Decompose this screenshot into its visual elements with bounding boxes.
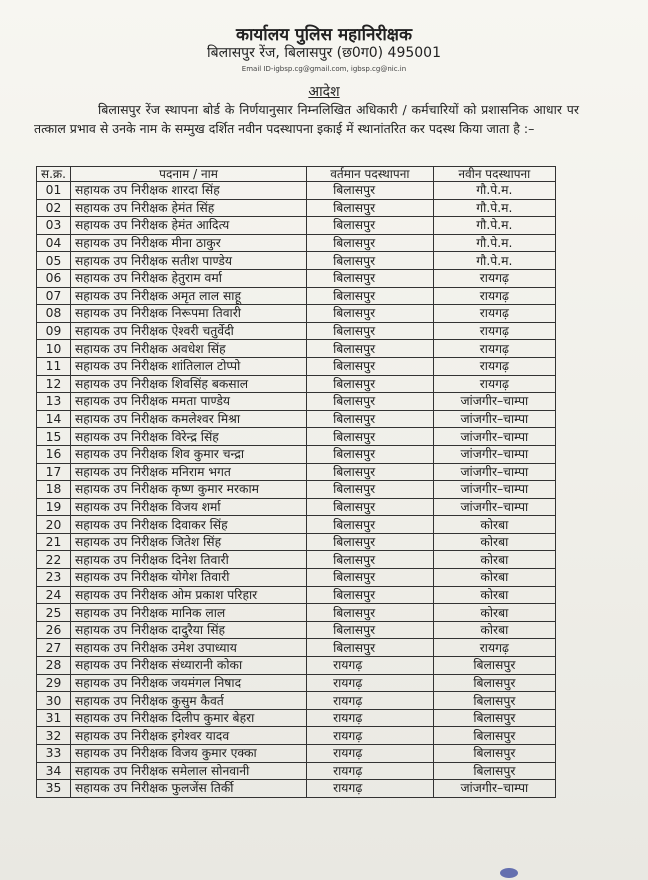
new-posting-cell: गौ.पे.म. xyxy=(433,252,555,270)
name-cell: सहायक उप निरीक्षक मीना ठाकुर xyxy=(70,234,306,252)
table-row xyxy=(37,551,556,569)
header-serial: स.क्र. xyxy=(37,167,71,182)
new-posting-cell: कोरबा xyxy=(433,569,555,587)
table-row xyxy=(37,375,556,393)
new-posting-cell: रायगढ़ xyxy=(433,357,555,375)
new-posting-cell: बिलासपुर xyxy=(433,745,555,763)
name-cell: सहायक उप निरीक्षक ममता पाण्डेय xyxy=(70,393,306,411)
name-cell: सहायक उप निरीक्षक हेमंत सिंह xyxy=(70,199,306,217)
new-posting-cell: रायगढ़ xyxy=(433,639,555,657)
current-posting-cell: बिलासपुर xyxy=(307,340,434,358)
current-posting-cell: बिलासपुर xyxy=(307,445,434,463)
new-posting-cell: रायगढ़ xyxy=(433,322,555,340)
new-posting-cell: कोरबा xyxy=(433,586,555,604)
current-posting-cell: बिलासपुर xyxy=(307,498,434,516)
serial-cell: 03 xyxy=(37,217,71,235)
new-posting-cell: जांजगीर–चाम्पा xyxy=(433,463,555,481)
current-posting-cell: बिलासपुर xyxy=(307,375,434,393)
order-title: आदेश xyxy=(308,84,340,100)
name-cell: सहायक उप निरीक्षक कुसुम कैवर्त xyxy=(70,692,306,710)
new-posting-cell: गौ.पे.म. xyxy=(433,182,555,200)
name-cell: सहायक उप निरीक्षक अवधेश सिंह xyxy=(70,340,306,358)
serial-cell: 06 xyxy=(37,269,71,287)
new-posting-cell: बिलासपुर xyxy=(433,692,555,710)
name-cell: सहायक उप निरीक्षक निरूपमा तिवारी xyxy=(70,305,306,323)
table-row xyxy=(37,393,556,411)
table-row xyxy=(37,445,556,463)
table-row xyxy=(37,428,556,446)
transfer-table xyxy=(36,166,556,798)
table-row xyxy=(37,569,556,587)
current-posting-cell: रायगढ़ xyxy=(307,674,434,692)
serial-cell: 35 xyxy=(37,780,71,798)
name-cell: सहायक उप निरीक्षक हेतुराम वर्मा xyxy=(70,269,306,287)
serial-cell: 28 xyxy=(37,657,71,675)
current-posting-cell: बिलासपुर xyxy=(307,357,434,375)
name-cell: सहायक उप निरीक्षक योगेश तिवारी xyxy=(70,569,306,587)
table-row xyxy=(37,199,556,217)
current-posting-cell: बिलासपुर xyxy=(307,604,434,622)
table-header-row xyxy=(37,167,556,182)
current-posting-cell: बिलासपुर xyxy=(307,305,434,323)
serial-cell: 26 xyxy=(37,621,71,639)
name-cell: सहायक उप निरीक्षक दिलीप कुमार बेहरा xyxy=(70,709,306,727)
table-row xyxy=(37,481,556,499)
name-cell: सहायक उप निरीक्षक जयमंगल निषाद xyxy=(70,674,306,692)
name-cell: सहायक उप निरीक्षक जितेश सिंह xyxy=(70,533,306,551)
name-cell: सहायक उप निरीक्षक शिव कुमार चन्द्रा xyxy=(70,445,306,463)
table-row xyxy=(37,621,556,639)
current-posting-cell: बिलासपुर xyxy=(307,639,434,657)
table-row xyxy=(37,269,556,287)
current-posting-cell: रायगढ़ xyxy=(307,657,434,675)
serial-cell: 09 xyxy=(37,322,71,340)
email-line: Email ID-igbsp.cg@gmail.com, igbsp.cg@nic.in xyxy=(241,65,407,73)
new-posting-cell: रायगढ़ xyxy=(433,269,555,287)
table-body xyxy=(37,182,556,798)
serial-cell: 19 xyxy=(37,498,71,516)
new-posting-cell: कोरबा xyxy=(433,516,555,534)
current-posting-cell: बिलासपुर xyxy=(307,586,434,604)
serial-cell: 05 xyxy=(37,252,71,270)
table-row xyxy=(37,516,556,534)
name-cell: सहायक उप निरीक्षक दादुरैया सिंह xyxy=(70,621,306,639)
new-posting-cell: जांजगीर–चाम्पा xyxy=(433,393,555,411)
serial-cell: 07 xyxy=(37,287,71,305)
name-cell: सहायक उप निरीक्षक उमेश उपाध्याय xyxy=(70,639,306,657)
name-cell: सहायक उप निरीक्षक मनिराम भगत xyxy=(70,463,306,481)
serial-cell: 30 xyxy=(37,692,71,710)
serial-cell: 08 xyxy=(37,305,71,323)
name-cell: सहायक उप निरीक्षक इगेश्वर यादव xyxy=(70,727,306,745)
table-row xyxy=(37,498,556,516)
name-cell: सहायक उप निरीक्षक संध्यारानी कोका xyxy=(70,657,306,675)
table-row xyxy=(37,305,556,323)
table-row xyxy=(37,657,556,675)
name-cell: सहायक उप निरीक्षक शारदा सिंह xyxy=(70,182,306,200)
table-row xyxy=(37,745,556,763)
new-posting-cell: कोरबा xyxy=(433,533,555,551)
name-cell: सहायक उप निरीक्षक ऐश्वरी चतुर्वेदी xyxy=(70,322,306,340)
serial-cell: 24 xyxy=(37,586,71,604)
table-row xyxy=(37,287,556,305)
new-posting-cell: जांजगीर–चाम्पा xyxy=(433,498,555,516)
serial-cell: 16 xyxy=(37,445,71,463)
range-address: बिलासपुर रेंज, बिलासपुर (छ0ग0) 495001 xyxy=(206,45,441,61)
serial-cell: 13 xyxy=(37,393,71,411)
table-row xyxy=(37,357,556,375)
new-posting-cell: गौ.पे.म. xyxy=(433,199,555,217)
serial-cell: 17 xyxy=(37,463,71,481)
new-posting-cell: जांजगीर–चाम्पा xyxy=(433,428,555,446)
office-title: कार्यालय पुलिस महानिरीक्षक xyxy=(235,25,413,45)
table-row xyxy=(37,217,556,235)
name-cell: सहायक उप निरीक्षक हेमंत आदित्य xyxy=(70,217,306,235)
serial-cell: 29 xyxy=(37,674,71,692)
current-posting-cell: बिलासपुर xyxy=(307,322,434,340)
current-posting-cell: रायगढ़ xyxy=(307,709,434,727)
table-row xyxy=(37,340,556,358)
table-row xyxy=(37,692,556,710)
serial-cell: 01 xyxy=(37,182,71,200)
serial-cell: 34 xyxy=(37,762,71,780)
current-posting-cell: बिलासपुर xyxy=(307,234,434,252)
serial-cell: 10 xyxy=(37,340,71,358)
new-posting-cell: गौ.पे.म. xyxy=(433,234,555,252)
name-cell: सहायक उप निरीक्षक दिनेश तिवारी xyxy=(70,551,306,569)
name-cell: सहायक उप निरीक्षक कमलेश्वर मिश्रा xyxy=(70,410,306,428)
new-posting-cell: जांजगीर–चाम्पा xyxy=(433,410,555,428)
table-row xyxy=(37,709,556,727)
name-cell: सहायक उप निरीक्षक समेलाल सोनवानी xyxy=(70,762,306,780)
name-cell: सहायक उप निरीक्षक शांतिलाल टोप्पो xyxy=(70,357,306,375)
table-row xyxy=(37,533,556,551)
serial-cell: 15 xyxy=(37,428,71,446)
serial-cell: 12 xyxy=(37,375,71,393)
serial-cell: 11 xyxy=(37,357,71,375)
new-posting-cell: रायगढ़ xyxy=(433,340,555,358)
name-cell: सहायक उप निरीक्षक मानिक लाल xyxy=(70,604,306,622)
current-posting-cell: बिलासपुर xyxy=(307,410,434,428)
new-posting-cell: कोरबा xyxy=(433,604,555,622)
header-name: पदनाम / नाम xyxy=(70,167,306,182)
new-posting-cell: बिलासपुर xyxy=(433,709,555,727)
name-cell: सहायक उप निरीक्षक शिवसिंह बकसाल xyxy=(70,375,306,393)
header-new-posting: नवीन पदस्थापना xyxy=(433,167,555,182)
serial-cell: 23 xyxy=(37,569,71,587)
current-posting-cell: बिलासपुर xyxy=(307,199,434,217)
name-cell: सहायक उप निरीक्षक दिवाकर सिंह xyxy=(70,516,306,534)
current-posting-cell: बिलासपुर xyxy=(307,569,434,587)
new-posting-cell: बिलासपुर xyxy=(433,657,555,675)
table-row xyxy=(37,252,556,270)
serial-cell: 31 xyxy=(37,709,71,727)
table-row xyxy=(37,463,556,481)
table-row xyxy=(37,727,556,745)
serial-cell: 21 xyxy=(37,533,71,551)
current-posting-cell: बिलासपुर xyxy=(307,551,434,569)
new-posting-cell: रायगढ़ xyxy=(433,375,555,393)
current-posting-cell: बिलासपुर xyxy=(307,428,434,446)
serial-cell: 14 xyxy=(37,410,71,428)
table-row xyxy=(37,639,556,657)
serial-cell: 04 xyxy=(37,234,71,252)
serial-cell: 27 xyxy=(37,639,71,657)
new-posting-cell: गौ.पे.म. xyxy=(433,217,555,235)
new-posting-cell: कोरबा xyxy=(433,551,555,569)
new-posting-cell: रायगढ़ xyxy=(433,305,555,323)
name-cell: सहायक उप निरीक्षक विरेन्द्र सिंह xyxy=(70,428,306,446)
current-posting-cell: बिलासपुर xyxy=(307,393,434,411)
current-posting-cell: बिलासपुर xyxy=(307,252,434,270)
name-cell: सहायक उप निरीक्षक सतीश पाण्डेय xyxy=(70,252,306,270)
current-posting-cell: रायगढ़ xyxy=(307,780,434,798)
serial-cell: 25 xyxy=(37,604,71,622)
new-posting-cell: बिलासपुर xyxy=(433,727,555,745)
table-row xyxy=(37,234,556,252)
serial-cell: 20 xyxy=(37,516,71,534)
table-row xyxy=(37,762,556,780)
name-cell: सहायक उप निरीक्षक फुलजेंस तिर्की xyxy=(70,780,306,798)
name-cell: सहायक उप निरीक्षक विजय कुमार एक्का xyxy=(70,745,306,763)
current-posting-cell: बिलासपुर xyxy=(307,269,434,287)
current-posting-cell: बिलासपुर xyxy=(307,516,434,534)
name-cell: सहायक उप निरीक्षक विजय शर्मा xyxy=(70,498,306,516)
current-posting-cell: बिलासपुर xyxy=(307,463,434,481)
current-posting-cell: रायगढ़ xyxy=(307,692,434,710)
current-posting-cell: बिलासपुर xyxy=(307,182,434,200)
serial-cell: 32 xyxy=(37,727,71,745)
new-posting-cell: कोरबा xyxy=(433,621,555,639)
name-cell: सहायक उप निरीक्षक अमृत लाल साहू xyxy=(70,287,306,305)
serial-cell: 02 xyxy=(37,199,71,217)
name-cell: सहायक उप निरीक्षक कृष्ण कुमार मरकाम xyxy=(70,481,306,499)
new-posting-cell: रायगढ़ xyxy=(433,287,555,305)
table-row xyxy=(37,322,556,340)
ink-mark xyxy=(500,868,518,878)
serial-cell: 18 xyxy=(37,481,71,499)
table-row xyxy=(37,780,556,798)
current-posting-cell: बिलासपुर xyxy=(307,481,434,499)
table-row xyxy=(37,604,556,622)
current-posting-cell: रायगढ़ xyxy=(307,727,434,745)
current-posting-cell: रायगढ़ xyxy=(307,762,434,780)
new-posting-cell: जांजगीर–चाम्पा xyxy=(433,481,555,499)
table-row xyxy=(37,586,556,604)
intro-paragraph: बिलासपुर रेंज स्थापना बोर्ड के निर्णयानुसार निम्नलिखित अधिकारी / कर्मचारियों को प्रशासनिक आधार पर तत्काल प्रभाव से उनके नाम के सम्मुख दर्शित नवीन पदस्थापना इकाई में स्थानांतरित कर पदस्थ किया जाता है :– xyxy=(34,102,579,136)
current-posting-cell: बिलासपुर xyxy=(307,621,434,639)
current-posting-cell: बिलासपुर xyxy=(307,217,434,235)
new-posting-cell: जांजगीर–चाम्पा xyxy=(433,780,555,798)
current-posting-cell: बिलासपुर xyxy=(307,287,434,305)
current-posting-cell: बिलासपुर xyxy=(307,533,434,551)
new-posting-cell: बिलासपुर xyxy=(433,674,555,692)
header-current-posting: वर्तमान पदस्थापना xyxy=(307,167,434,182)
serial-cell: 33 xyxy=(37,745,71,763)
current-posting-cell: रायगढ़ xyxy=(307,745,434,763)
new-posting-cell: जांजगीर–चाम्पा xyxy=(433,445,555,463)
serial-cell: 22 xyxy=(37,551,71,569)
table-row xyxy=(37,182,556,200)
table-row xyxy=(37,410,556,428)
name-cell: सहायक उप निरीक्षक ओम प्रकाश परिहार xyxy=(70,586,306,604)
new-posting-cell: बिलासपुर xyxy=(433,762,555,780)
table-row xyxy=(37,674,556,692)
